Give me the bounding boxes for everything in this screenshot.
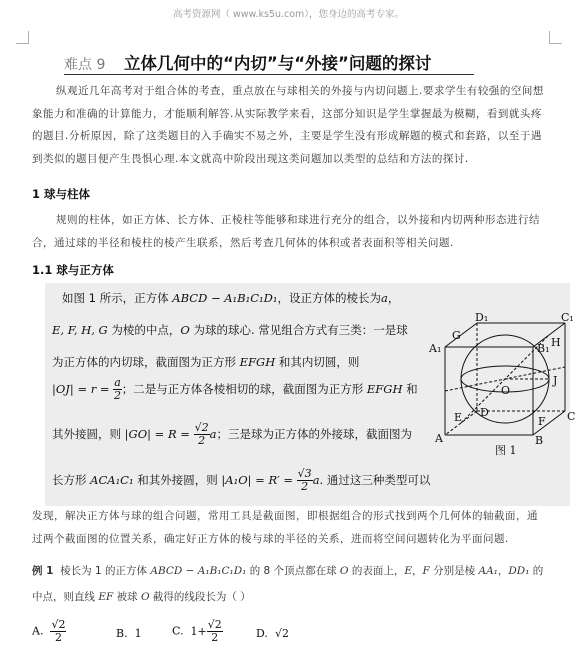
- intro-paragraph: [32, 80, 572, 170]
- label-A: A: [435, 432, 443, 445]
- label-J: J: [553, 374, 558, 387]
- section1-line: 合，通过球的半径和棱柱的棱产生联系，然后考查几何体的体积或者表面积等相关问题.: [32, 236, 454, 249]
- option-a[interactable]: A. $\frac{√2}{2}$: [32, 618, 66, 644]
- cube-figure: [425, 312, 575, 462]
- section1-paragraph: [32, 209, 572, 254]
- label-E: E: [454, 411, 463, 424]
- panel-line-3: 为正方体的内切球，截面图为正方形 EFGH 和其内切圆，则: [52, 355, 360, 369]
- label-C1: C₁: [561, 312, 574, 324]
- section-heading-1-1: 1.1 球与正方体: [32, 263, 114, 277]
- label-G: G: [452, 329, 461, 342]
- intro-line: 的题目.分析原因，除了这类题目的入手确实不易之外，主要是学生没有形成解题的模式和套路，以至于遇: [32, 130, 542, 142]
- example1-label: 例 1: [32, 565, 54, 577]
- panel-line-2: E, F, H, G 为棱的中点，O 为球的球心. 常见组合方式有三类：一是球: [52, 323, 408, 337]
- example1-line-1: 例 1 棱长为 1 的正方体 ABCD − A₁B₁C₁D₁ 的 8 个顶点都在球 O 的表面上，E，F 分别是棱 AA₁，DD₁ 的: [32, 565, 544, 577]
- label-B1: B₁: [537, 342, 550, 355]
- section11-after-paragraph: [32, 505, 572, 550]
- intro-line: 纵观近几年高考对于组合体的考查，重点放在与球相关的外接与内切问题上.要求学生有较强的空间想: [56, 85, 544, 97]
- label-O: O: [501, 384, 511, 397]
- label-D1: D₁: [475, 312, 489, 324]
- section-heading-1: 1 球与柱体: [32, 187, 91, 201]
- panel-line-1: 如图 1 所示，正方体 ABCD − A₁B₁C₁D₁，设正方体的棱长为a，: [62, 291, 400, 305]
- label-B: B: [535, 434, 544, 447]
- example1-line-2: 中点，则直线 EF 被球 O 截得的线段长为（ ）: [32, 591, 251, 603]
- panel-line-6: 长方形 ACA₁C₁ 和其外接圆，则 |A₁O| = R′ = $\frac{√3}{2}$ a. 通过这三种类型可以: [52, 467, 431, 493]
- label-D: D: [480, 406, 489, 419]
- fraction-sqrt2-over-2: $\frac{√2}{2}$: [194, 421, 209, 447]
- after-line: 发现，解决正方体与球的组合问题，常用工具是截面图，即根据组合的形式找到两个几何体的轴截面，通: [32, 510, 538, 522]
- figure-caption: 图 1: [495, 444, 517, 457]
- intro-line: 象能力和准确的计算能力，才能顺利解答.从实际教学来看，这部分知识是学生掌握最为模糊，看到就头疼: [32, 107, 542, 120]
- label-A1: A₁: [429, 342, 442, 355]
- panel-line-4: |OJ| = r = $\frac{a}{2}$ ；二是与正方体各棱相切的球，截面图为正方形 EFGH 和: [52, 376, 418, 402]
- page-title: 立体几何中的“内切”与“外接”问题的探讨: [124, 54, 432, 73]
- intro-line: 到类似的题目便产生畏惧心理.本文就高中阶段出现这类问题加以类型的总结和方法的探讨.: [32, 152, 469, 165]
- label-F: F: [538, 415, 546, 428]
- section1-line: 规则的柱体，如正方体、长方体、正棱柱等能够和球进行充分的组合，以外接和内切两种形态进行结: [56, 214, 540, 226]
- panel-line-5: 其外接圆，则 |GO| = R = $\frac{√2}{2}$ a；三是球为正方体的外接球，截面图为: [52, 421, 412, 447]
- after-line: 过两个截面图的位置关系，确定好正方体的棱与球的半径的关系，进而将空间问题转化为平面问题.: [32, 532, 509, 545]
- option-d[interactable]: D. √2: [256, 627, 289, 640]
- option-b[interactable]: B. 1: [116, 627, 142, 640]
- option-c[interactable]: C. 1+ $\frac{√2}{2}$: [172, 618, 222, 644]
- label-C: C: [567, 410, 575, 423]
- label-H: H: [551, 336, 561, 349]
- title-badge: 难点 9: [64, 57, 106, 73]
- crop-mark-top-right: [549, 31, 562, 44]
- fraction-sqrt3-over-2: $\frac{√3}{2}$: [297, 467, 312, 493]
- page-header-site: 高考资源网（ www.ks5u.com），您身边的高考专家。: [172, 9, 405, 20]
- crop-mark-top-left: [16, 31, 29, 44]
- fraction-a-over-2: $\frac{a}{2}$: [113, 376, 121, 402]
